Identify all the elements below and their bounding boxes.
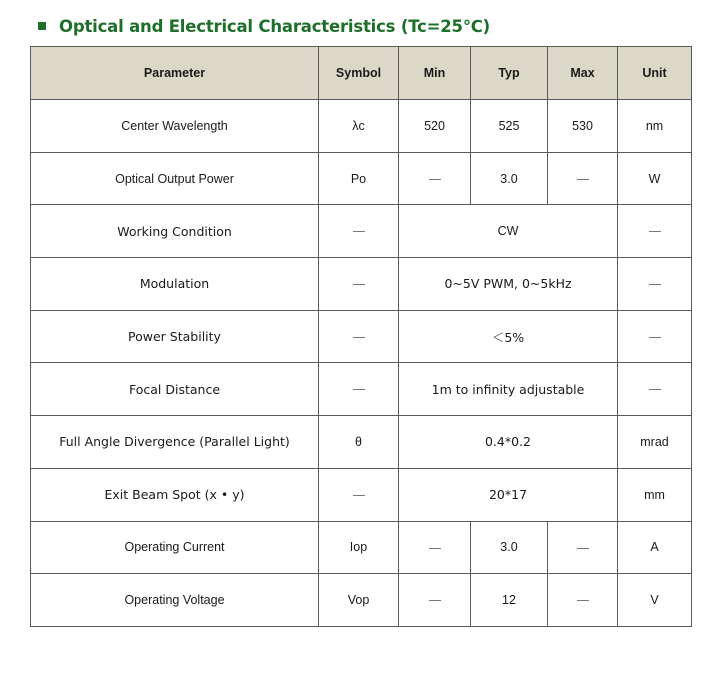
dash-mark (353, 231, 365, 232)
value-cell: CW (399, 205, 618, 258)
table-row (31, 258, 692, 311)
unit-cell: mrad (618, 416, 692, 469)
symbol-cell: Iop (319, 521, 399, 574)
header-parameter: Parameter (31, 47, 319, 100)
unit-cell: A (618, 521, 692, 574)
typ-cell: 525 (471, 100, 548, 153)
unit-cell (618, 258, 692, 311)
parameter-cell: Optical Output Power (31, 152, 319, 205)
unit-cell (618, 205, 692, 258)
dash-mark (649, 284, 661, 285)
symbol-cell: Vop (319, 574, 399, 627)
table-row (31, 416, 692, 469)
dash-mark (353, 337, 365, 338)
unit-cell: mm (618, 468, 692, 521)
dash-mark (353, 495, 365, 496)
parameter-cell: Modulation (31, 258, 319, 311)
min-cell: 520 (399, 100, 471, 153)
max-cell (548, 152, 618, 205)
value-cell: 0~5V PWM, 0~5kHz (399, 258, 618, 311)
dash-mark (649, 389, 661, 390)
symbol-cell (319, 258, 399, 311)
header-typ: Typ (471, 47, 548, 100)
unit-cell (618, 310, 692, 363)
section-title-text: Optical and Electrical Characteristics (Tc=25℃) (59, 16, 490, 36)
min-cell (399, 574, 471, 627)
parameter-cell: Operating Voltage (31, 574, 319, 627)
header-min: Min (399, 47, 471, 100)
symbol-cell: λc (319, 100, 399, 153)
symbol-cell (319, 205, 399, 258)
dash-mark (353, 284, 365, 285)
symbol-cell: Po (319, 152, 399, 205)
table-row (31, 152, 692, 205)
dash-mark (429, 600, 441, 601)
symbol-cell: θ (319, 416, 399, 469)
symbol-cell (319, 310, 399, 363)
symbol-cell (319, 468, 399, 521)
table-row (31, 310, 692, 363)
dash-mark (429, 548, 441, 549)
table-row (31, 521, 692, 574)
min-cell (399, 521, 471, 574)
max-cell (548, 521, 618, 574)
dash-mark (649, 337, 661, 338)
header-symbol: Symbol (319, 47, 399, 100)
section-title (38, 13, 490, 39)
unit-cell: V (618, 574, 692, 627)
parameter-cell: Full Angle Divergence (Parallel Light) (31, 416, 319, 469)
min-cell (399, 152, 471, 205)
dash-mark (353, 389, 365, 390)
table-row (31, 205, 692, 258)
dash-mark (649, 231, 661, 232)
dash-mark (429, 179, 441, 180)
value-cell: 0.4*0.2 (399, 416, 618, 469)
typ-cell: 3.0 (471, 521, 548, 574)
table-row (31, 363, 692, 416)
max-cell (548, 574, 618, 627)
value-cell: ＜5% (399, 310, 618, 363)
unit-cell: W (618, 152, 692, 205)
table-row (31, 574, 692, 627)
parameter-cell: Operating Current (31, 521, 319, 574)
parameter-cell: Center Wavelength (31, 100, 319, 153)
parameter-cell: Focal Distance (31, 363, 319, 416)
dash-mark (577, 600, 589, 601)
parameter-cell: Power Stability (31, 310, 319, 363)
max-cell: 530 (548, 100, 618, 153)
header-unit: Unit (618, 47, 692, 100)
dash-mark (577, 179, 589, 180)
dash-mark (577, 548, 589, 549)
typ-cell: 3.0 (471, 152, 548, 205)
table-row (31, 100, 692, 153)
header-max: Max (548, 47, 618, 100)
value-cell: 1m to infinity adjustable (399, 363, 618, 416)
table-row (31, 468, 692, 521)
parameter-cell: Exit Beam Spot (x • y) (31, 468, 319, 521)
characteristics-table (30, 46, 692, 627)
typ-cell: 12 (471, 574, 548, 627)
table-header-row (31, 47, 692, 100)
value-cell: 20*17 (399, 468, 618, 521)
unit-cell: nm (618, 100, 692, 153)
symbol-cell (319, 363, 399, 416)
unit-cell (618, 363, 692, 416)
parameter-cell: Working Condition (31, 205, 319, 258)
square-bullet-icon (38, 22, 46, 30)
